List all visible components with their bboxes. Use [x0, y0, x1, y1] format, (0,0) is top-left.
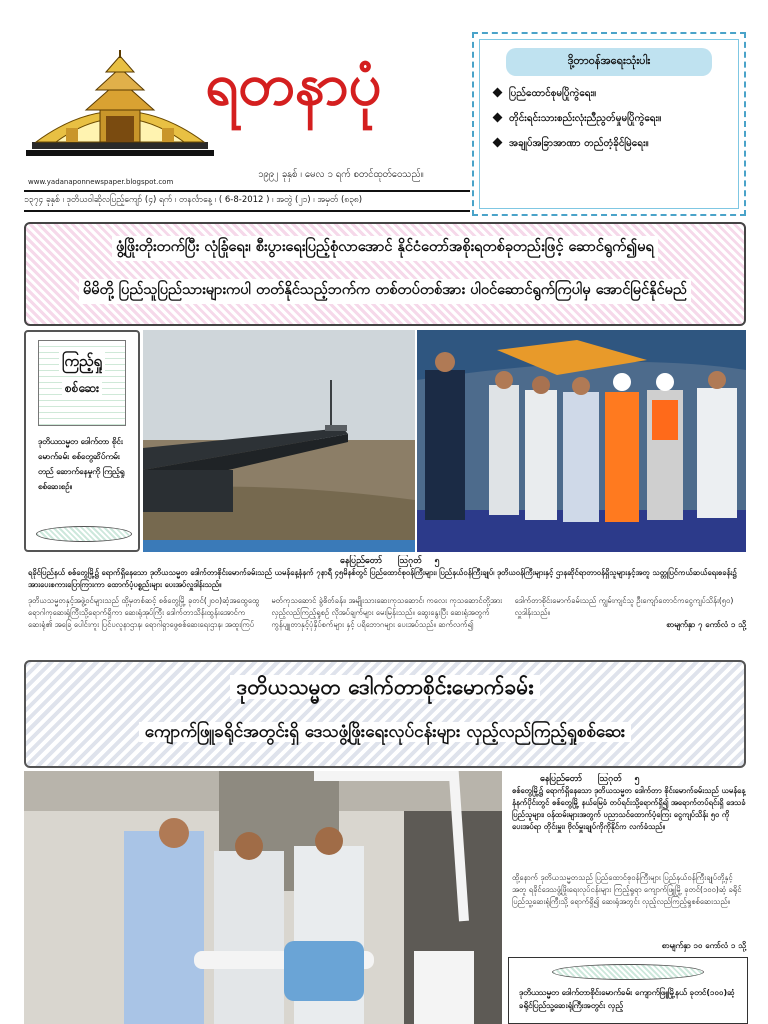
newspaper-logo [26, 50, 214, 175]
slogan-item: ပြည်ထောင်စုမပြိုကွဲရေး။ [494, 86, 730, 101]
inset-title-box [38, 340, 126, 426]
section2-headline-line1: ဒုတိယသမ္မတ ဒေါက်တာစိုင်းမောက်ခမ်း [26, 674, 744, 705]
inset-caption-box [24, 330, 140, 552]
story2-continued[interactable]: စာမျက်နှာ ၁၀ ကော်လံ ၁ သို့ [512, 940, 746, 952]
slogan-inner [479, 39, 739, 209]
jetty-photo [143, 330, 415, 552]
main-headline-line1: ဖွံ့ဖြိုးတိုးတက်ပြီး လုံခြုံရေး၊ စီးပွားရေးပြည့်စုံလာအောင် နိုင်ငံတော်အစိုးရတစ်ခုတည်းဖြင့် ဆောင်ရွက်၍မရ [26, 236, 744, 261]
bottom-oval-ornament [552, 964, 704, 980]
story1-dateline: နေပြည်တော် ဩဂုတ် ၅ [340, 556, 440, 566]
story2-dateline: နေပြည်တော် ဩဂုတ် ၅ [540, 774, 640, 784]
officials-visit-photo [417, 330, 746, 552]
slogan-heading: ဒို့တာဝန်အရေးသုံးပါး [506, 48, 712, 76]
main-headline-box [24, 222, 746, 326]
inset-title-line2: စစ်ဆေး [62, 380, 102, 398]
story1-body: ဒုတိယသမ္မတနှင့်အဖွဲ့ဝင်များသည် ထို့မှတစ်ဆင့် စစ်တွေမြို့ ခုတင်(၂၀၀)ဆံ့အထွေထွေရောဂါကုဆေးရုံကြီးသို့ရောက်ရှိကာ ဆေးရုံအုပ်ကြီး ဒေါက်တာသိန်းထွန်းအောင်က ဆေးရုံ၏ အခြေ ပေါင်းကူး ပြင်ပလူနာဌာန၊ ရောဂါရှာဖွေစစ်ဆေးရေးဌာန၊ အထူးကြပ် မတ်ကုသဆောင် ခွဲစိတ်ခန်း၊ အမျိုးသားဆေးကုသဆောင်၊ ကလေး ကုသဆောင်တို့အား လှည့်လည်ကြည့်ရှုစဉ် လိုအပ်ချက်များ မေးမြန်းသည်။ ဆွေးနွေးပြီး ဆေးရုံအတွက် ကွန်ပျူတာနှင့်ပုံနှိပ်စက်များ နှင့် ပရိဘောဂများ ပေးအပ်သည်။ ဆက်လက်၍ ဒေါက်တာစိုင်းမောက်ခမ်းသည် ကျွမ်းကျင်သူ ဦးကျော်တောင်ကငွေကျပ်သိန်း(၅၀) လှူဒါန်းသည်။ [28, 596, 734, 629]
slogan-item: တိုင်းရင်းသားစည်းလုံးညီညွတ်မှုမပြိုကွဲရေး။ [494, 111, 730, 126]
story2-lead: စစ်တွေမြို့၌ ရောက်ရှိနေသော ဒုတိယသမ္မတ ဒေါက်တာ စိုင်းမောက်ခမ်းသည် ယမန်နေ့ နံနက်ပိုင်းတွင် စစ်တွေမြို့ နယ်မြေခံ တပ်ရင်းသို့ရောက်ရှိ၍ အရောက်တပ်ရင်းရှိ ဒေသခံပြည်သူများ၊ ဝန်ထမ်းများအတွက် ပညာသင်ထောက်ပံ့ကြေး ငွေကျပ်သိန်း ၅၀ ကို ပေးအပ်ရာ တိုင်းမှူး၊ ဗိုလ်မှူးချုပ်ကိုကိုနိုင်က လက်ခံသည်။ [512, 786, 746, 831]
issue-info-bar: ၁၃၇၄ ခုနှစ် ၊ ဒုတိယဝါဆိုလပြည့်ကျော် (၄) ရက် ၊ တနင်္လာနေ့ ၊ ( 6-8-2012 ) ၊ အတွဲ (၂၁) ၊ အမှတ် (၈၃၈) [24, 190, 470, 212]
section2-headline-box [24, 660, 746, 768]
hospital-visit-photo [24, 771, 502, 1024]
inset-text: ဒုတိယသမ္မတ ဒေါက်တာ စိုင်းမောက်ခမ်း စစ်တွေဆိပ်ကမ်း တည် ဆောက်နေမှုကို ကြည့်ရှု စစ်ဆေးစဉ်။ [38, 437, 125, 491]
slogan-box [472, 32, 746, 216]
bottom-caption-text: ဒုတိယသမ္မတ ဒေါက်တာစိုင်းမောက်ခမ်း ကျောက်ဖြူမြို့နယ် ခုတင်(၁၀၀)ဆံ့ ခရိုင်ပြည်သူ့ဆေးရုံကြီးအတွင်း လှည့် [519, 988, 735, 1010]
slogan-item: အချုပ်အခြာအာဏာ တည်တံ့ခိုင်မြဲရေး။ [494, 136, 730, 151]
diamond-bullet-icon [493, 113, 503, 123]
diamond-bullet-icon [493, 88, 503, 98]
website-url[interactable]: www.yadanaponnewspaper.blogspot.com [28, 178, 174, 186]
diamond-bullet-icon [493, 138, 503, 148]
founding-dateline: ၁၉၉၂ ခုနှစ် ၊ မေလ ၁ ရက် စတင်ထုတ်ဝေသည်။ [258, 169, 424, 180]
inset-title-line1: ကြည့်ရှု [59, 352, 105, 374]
inset-oval-ornament [36, 526, 132, 542]
section2-headline-line2: ကျောက်ဖြူခရိုင်အတွင်းရှိ ဒေသဖွံ့ဖြိုးရေးလုပ်ငန်းများ လှည့်လည်ကြည့်ရှုစစ်ဆေး [26, 721, 744, 746]
newspaper-title: ရတနာပုံ [205, 50, 382, 118]
story1-lead: ရခိုင်ပြည်နယ် စစ်တွေမြို့၌ ရောက်ရှိနေသော ဒုတိယသမ္မတ ဒေါက်တာစိုင်းမောက်ခမ်းသည် ယမန်နေ့နံနက် ၇နာရီ ၄၅မိနစ်တွင် ပြည်ထောင်စုဝန်ကြီးများ၊ ပြည်နယ်ဝန်ကြီးချုပ်၊ ဒုတိယဝန်ကြီးများနှင့် ဌာနဆိုင်ရာတာဝန်ရှိသူများနှင့်အတူ သတ္တုပြင်ကယ်ဆယ်ရေးစခန်း၌ အားပေးစကားပြောကြားကာ ထောက်ပံ့ပစ္စည်းများ ပေးအပ်လှူဒါန်းသည်။ [28, 568, 737, 589]
story1-continued[interactable]: စာမျက်နှာ ၇ ကော်လံ ၁ သို့ [520, 619, 746, 631]
main-headline-line2: မိမိတို့ ပြည်သူပြည်သားများကပါ တတ်နိုင်သည့်ဘက်က တစ်တပ်တစ်အား ပါဝင်ဆောင်ရွက်ကြပါမှ အောင်မြင်နိုင်မည် [26, 279, 744, 304]
bottom-caption-box [508, 957, 748, 1024]
story2-body: ထို့နောက် ဒုတိယသမ္မတသည် ပြည်ထောင်စုဝန်ကြီးများ ပြည်နယ်ဝန်ကြီးချုပ်တို့နှင့်အတူ ရခိုင်ဒေသဖွံ့ဖြိုးရေးလုပ်ငန်းများ ကြည့်ရှုရာ ကျောက်ဖြူမြို့ ခုတင်(၁၀၀)ဆံ့ ခရိုင်ပြည်သူ့ဆေးရုံကြီးသို့ ရောက်ရှိ၍ ဆေးရုံအတွင်း လှည့်လည်ကြည့်ရှုစစ်ဆေးသည်။ [512, 873, 742, 906]
